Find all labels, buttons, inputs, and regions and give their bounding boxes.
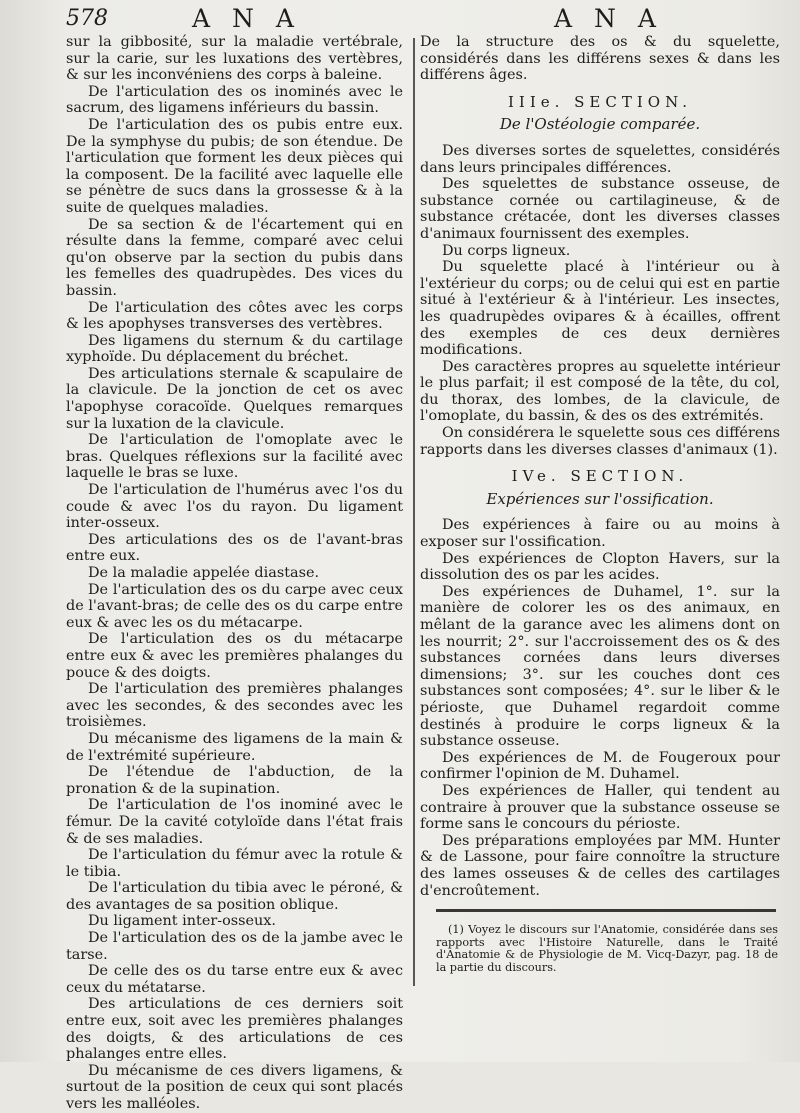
paragraph: Des préparations employées par MM. Hunter & de Lassone, pour faire connoître la structure des lames osseuses & de celles des cartilages d'encroûtement. bbox=[420, 832, 780, 899]
paragraph: Des squelettes de substance osseuse, de substance cornée ou cartilagineuse, & de substance crétacée, dont les diverses classes d'animaux fournissent des exemples. bbox=[420, 176, 780, 242]
section-heading: IIIe. SECTION. bbox=[507, 92, 693, 111]
paragraph: De l'articulation de l'omoplate avec le bras. Quelques réflexions sur la facilité avec laquelle le bras se luxe. bbox=[66, 432, 403, 482]
paragraph: Des caractères propres au squelette intérieur le plus parfait; il est composé de la tête, du col, du thorax, des lombes, de la clavicule, de l'omoplate, du bassin, & des os des extrémités. bbox=[420, 358, 780, 425]
right-column bbox=[420, 34, 780, 899]
paragraph: Des expériences de Duhamel, 1°. sur la manière de colorer les os des animaux, en mêlant de la garance avec les alimens dont on les nourrit; 2°. sur l'accroissement des os & des substances cornées dans leurs diverses dimensions; 3°. sur les couches dont ces substances sont composées; 4°. sur le liber & le périoste, que Duhamel regardoit comme destinés à produire le corps ligneux & la substance osseuse. bbox=[420, 583, 780, 750]
paragraph: Des diverses sortes de squelettes, considérés dans leurs principales différences. bbox=[420, 142, 780, 176]
paragraph: De l'articulation de l'os inominé avec le fémur. De la cavité cotyloïde dans l'état frais & de ses maladies. bbox=[66, 797, 403, 847]
left-column bbox=[66, 34, 403, 1113]
paragraph: Du squelette placé à l'intérieur ou à l'extérieur du corps; ou de celui qui est en partie situé à l'extérieur & à l'intérieur. Les insectes, les quadrupèdes ovipares & à écailles, offrent des exemples de ces deux dernières modifications. bbox=[420, 259, 780, 359]
paragraph: De la maladie appelée diastase. bbox=[88, 565, 320, 581]
paragraph: De l'articulation des os de la jambe avec le tarse. bbox=[66, 930, 403, 963]
paragraph: De l'articulation des premières phalanges avec les secondes, & des secondes avec les troisièmes. bbox=[66, 681, 403, 731]
section-subtitle: Expériences sur l'ossification. bbox=[486, 489, 714, 508]
paragraph: De l'articulation des côtes avec les corps & les apophyses transverses des vertèbres. bbox=[66, 299, 403, 333]
column-divider bbox=[413, 38, 415, 986]
paragraph: De l'articulation de l'humérus avec l'os du coude & avec l'os du rayon. Du ligament inter-osseux. bbox=[66, 482, 403, 532]
paragraph: De l'articulation du tibia avec le péroné, & des avantages de sa position oblique. bbox=[66, 880, 403, 913]
paragraph: De sa section & de l'écartement qui en résulte dans la femme, comparé avec celui qu'on observe par la section du pubis dans les femelles des quadrupèdes. Des vices du bassin. bbox=[66, 216, 403, 299]
paragraph: Des expériences de Haller, qui tendent au contraire à prouver que la substance osseuse se forme sans le concours du périoste. bbox=[420, 782, 780, 833]
paragraph: Des articulations sternale & scapulaire de la clavicule. De la jonction de cet os avec l'apophyse coracoïde. Quelques remarques sur la luxation de la clavicule. bbox=[66, 365, 403, 432]
paragraph: Du mécanisme des ligamens de la main & de l'extrémité supérieure. bbox=[66, 730, 403, 764]
paragraph: Des expériences de Clopton Havers, sur la dissolution des os par les acides. bbox=[420, 550, 780, 584]
section-heading: IVe. SECTION. bbox=[511, 467, 689, 486]
paragraph: Des expériences de M. de Fougeroux pour confirmer l'opinion de M. Duhamel. bbox=[420, 749, 780, 783]
paragraph: Des ligamens du sternum & du cartilage xyphoïde. Du déplacement du bréchet. bbox=[66, 332, 403, 366]
footnote-text: (1) Voyez le discours sur l'Anatomie, considérée dans ses rapports avec l'Histoire Naturelle, dans le Traité d'Anatomie & de Physiologie de M. Vicq-Dazyr, pag. 18 de la partie du discours. bbox=[436, 923, 778, 974]
paragraph: On considérera le squelette sous ces différens rapports dans les diverses classes d'animaux (1). bbox=[420, 425, 780, 458]
paragraph: De la structure des os & du squelette, considérés dans les différens sexes & dans les différens âges. bbox=[420, 34, 780, 84]
footnote-rule bbox=[436, 909, 776, 912]
paragraph: De l'articulation des os inominés avec le sacrum, des ligamens inférieurs du bassin. bbox=[66, 83, 403, 117]
paragraph: Des articulations de ces derniers soit entre eux, soit avec les premières phalanges des doigts, & des articulations de ces phalanges entre elles. bbox=[66, 996, 403, 1063]
paragraph: Des expériences à faire ou au moins à exposer sur l'ossification. bbox=[420, 517, 780, 551]
section-subtitle: De l'Ostéologie comparée. bbox=[499, 115, 701, 134]
paragraph: Des articulations des os de l'avant-bras entre eux. bbox=[66, 531, 403, 565]
running-head-right: A N A bbox=[554, 4, 663, 33]
paragraph: De l'étendue de l'abduction, de la pronation & de la supination. bbox=[66, 764, 403, 797]
paragraph: De l'articulation des os du carpe avec ceux de l'avant-bras; de celle des os du carpe entre eux & avec les os du métacarpe. bbox=[66, 581, 403, 631]
paragraph: Du ligament inter-osseux. bbox=[88, 913, 276, 930]
paragraph: De l'articulation du fémur avec la rotule & le tibia. bbox=[66, 847, 403, 880]
paragraph: De celle des os du tarse entre eux & avec ceux du métatarse. bbox=[66, 963, 403, 996]
page-number: 578 bbox=[66, 6, 108, 31]
page-header bbox=[0, 4, 800, 34]
paragraph: De l'articulation des os du métacarpe entre eux & avec les premières phalanges du pouce & des doigts. bbox=[66, 631, 403, 681]
footnote bbox=[436, 924, 778, 974]
paragraph: sur la gibbosité, sur la maladie vertébrale, sur la carie, sur les luxations des vertèbres, & sur les inconvéniens des corps à baleine. bbox=[66, 34, 403, 84]
paragraph: Du corps ligneux. bbox=[442, 242, 571, 259]
running-head-left: A N A bbox=[192, 4, 301, 33]
paragraph: De l'articulation des os pubis entre eux. De la symphyse du pubis; de son étendue. De l'articulation que forment les deux pièces qui la composent. De la facilité avec laquelle elle se pénètre de sucs dans la grossesse & à la suite de quelques maladies. bbox=[66, 116, 403, 216]
paragraph: Du mécanisme de ces divers ligamens, & surtout de la position de ceux qui sont placés vers les malléoles. bbox=[66, 1062, 403, 1112]
